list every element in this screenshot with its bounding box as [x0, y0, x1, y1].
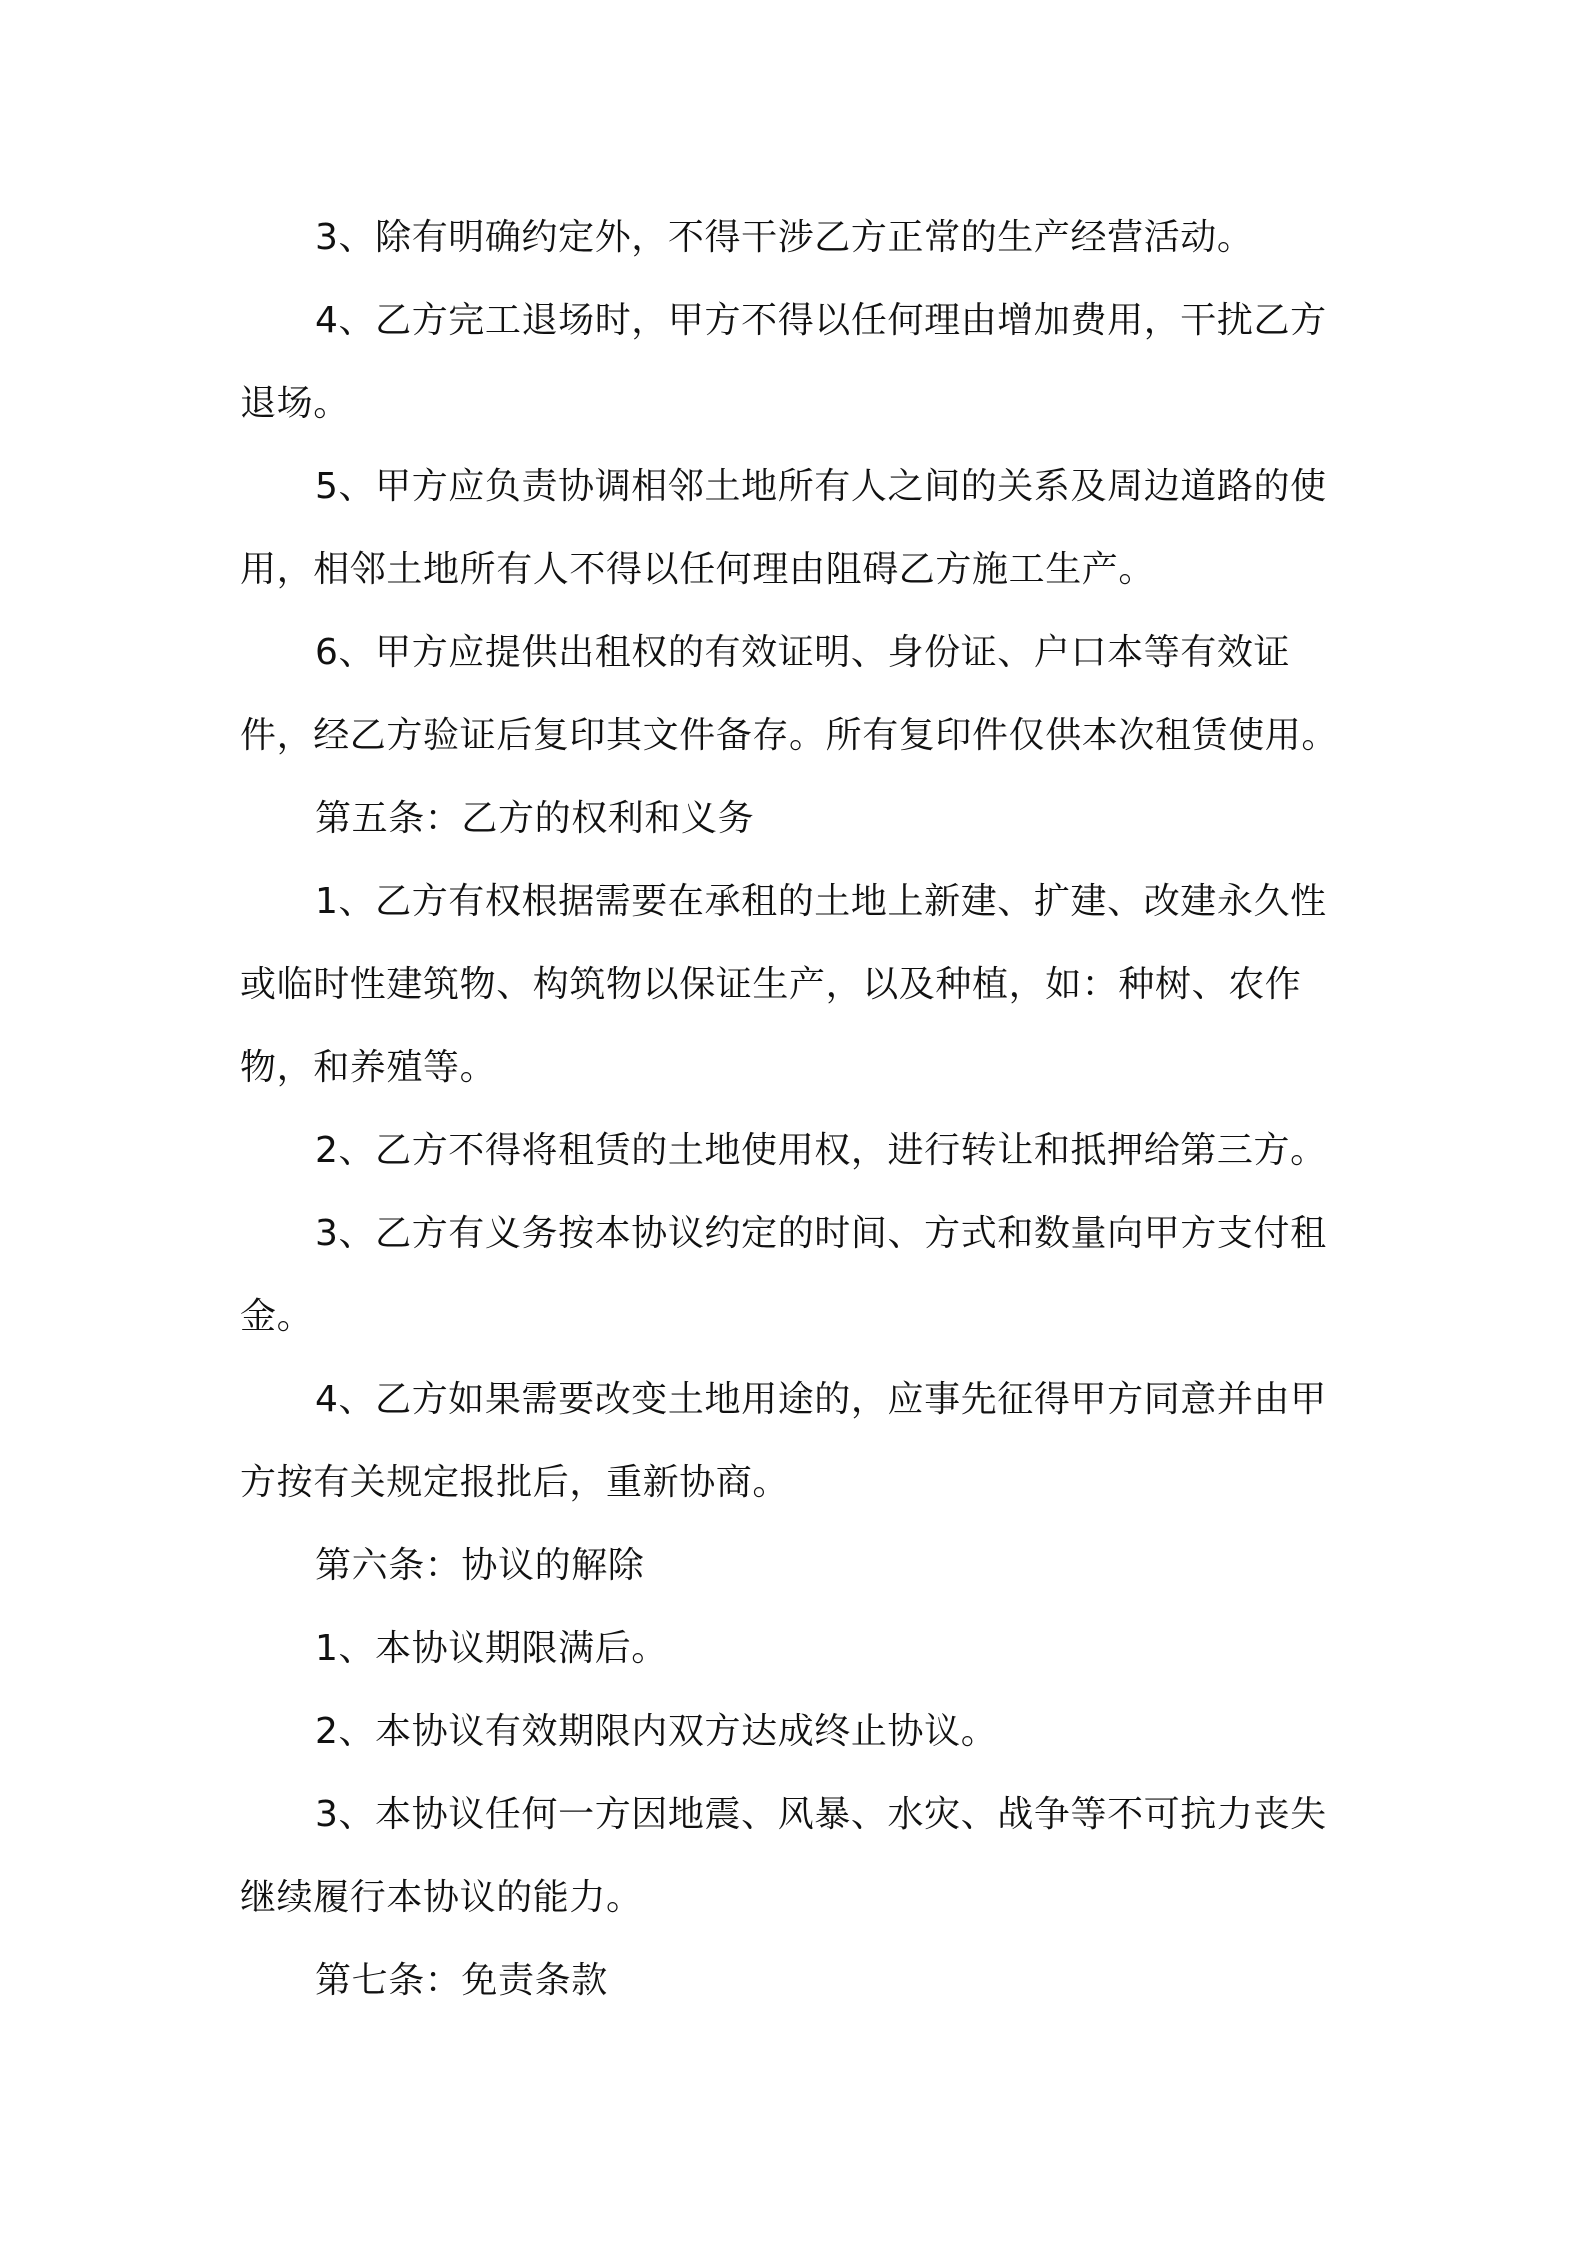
paragraph-party-b-no-transfer: 2、乙方不得将租赁的土地使用权，进行转让和抵押给第三方。	[315, 1130, 1327, 1171]
section-heading-article-7: 第七条：免责条款	[315, 1960, 608, 2001]
paragraph-termination-mutual: 2、本协议有效期限内双方达成终止协议。	[315, 1711, 998, 1752]
paragraph-termination-force-majeure: 3、本协议任何一方因地震、风暴、水灾、战争等不可抗力丧失继续履行本协议的能力。	[240, 1794, 1327, 1918]
paragraph-party-a-no-interference: 3、除有明确约定外，不得干涉乙方正常的生产经营活动。	[315, 217, 1254, 258]
paragraph-party-a-no-extra-fees: 4、乙方完工退场时，甲方不得以任何理由增加费用，干扰乙方退场。	[240, 300, 1327, 424]
paragraph-termination-expiry: 1、本协议期限满后。	[315, 1628, 668, 1669]
document-body	[240, 196, 1358, 2022]
paragraph-party-b-build-rights: 1、乙方有权根据需要在承租的土地上新建、扩建、改建永久性或临时性建筑物、构筑物以保证生产，以及种植，如：种树、农作物，和养殖等。	[240, 881, 1327, 1088]
paragraph-party-b-pay-rent: 3、乙方有义务按本协议约定的时间、方式和数量向甲方支付租金。	[240, 1213, 1327, 1337]
paragraph-party-b-change-land-use: 4、乙方如果需要改变土地用途的，应事先征得甲方同意并由甲方按有关规定报批后，重新协商。	[240, 1379, 1327, 1503]
paragraph-party-a-coordinate-neighbors: 5、甲方应负责协调相邻土地所有人之间的关系及周边道路的使用，相邻土地所有人不得以任何理由阻碍乙方施工生产。	[240, 466, 1327, 590]
section-heading-article-5: 第五条：乙方的权利和义务	[315, 798, 755, 839]
paragraph-party-a-provide-documents: 6、甲方应提供出租权的有效证明、身份证、户口本等有效证件，经乙方验证后复印其文件备存。所有复印件仅供本次租赁使用。	[240, 632, 1339, 756]
section-heading-article-6: 第六条：协议的解除	[315, 1545, 645, 1586]
